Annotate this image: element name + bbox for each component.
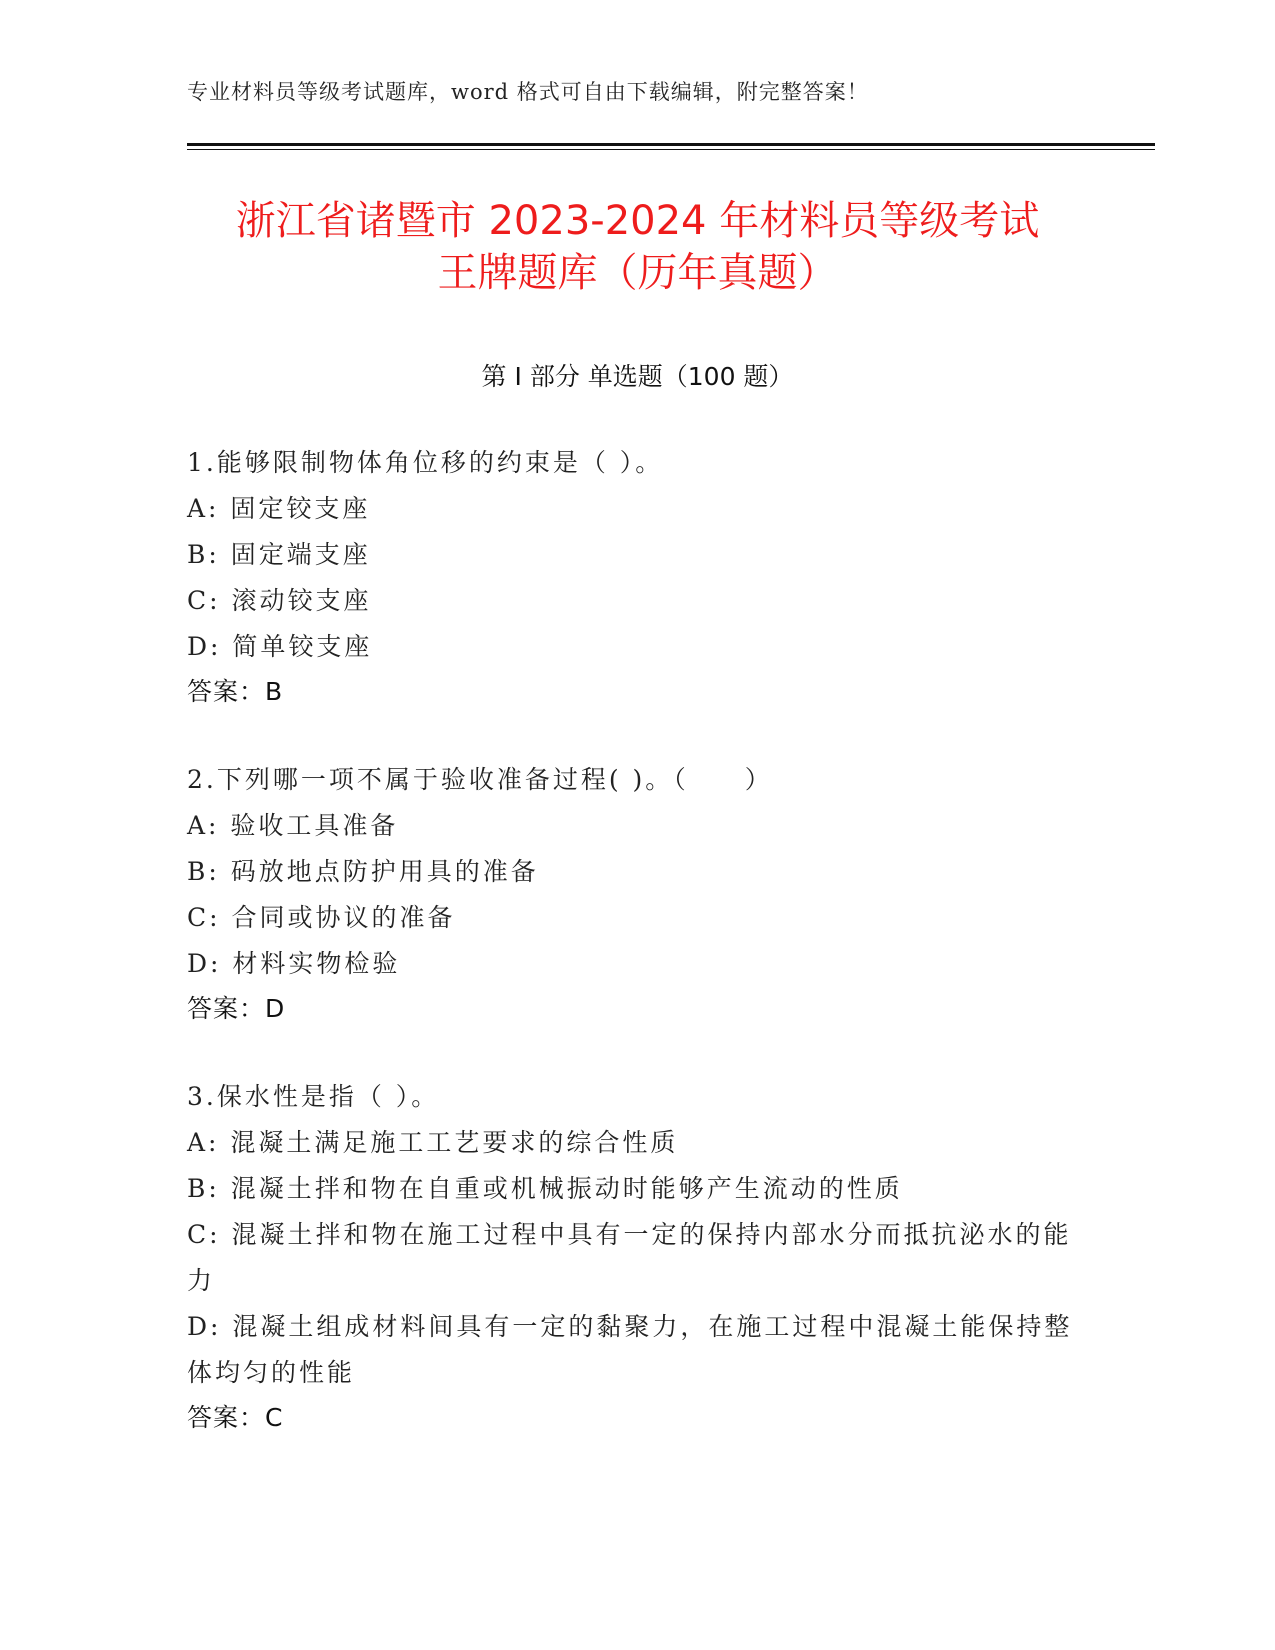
header-note: 专业材料员等级考试题库，word 格式可自由下载编辑，附完整答案！ (187, 80, 869, 104)
document-title (140, 195, 1135, 299)
option-d: D: 混凝土组成材料间具有一定的黏聚力，在施工过程中混凝土能保持整体均匀的性能 (187, 1312, 1073, 1387)
option-d: D: 材料实物检验 (187, 949, 401, 978)
option-d: D: 简单铰支座 (187, 632, 373, 661)
question-stem: 2.下列哪一项不属于验收准备过程( )。（ ） (187, 765, 773, 794)
option-b: B: 码放地点防护用具的准备 (187, 857, 539, 886)
question-1 (187, 440, 1087, 714)
option-b: B: 混凝土拌和物在自重或机械振动时能够产生流动的性质 (187, 1174, 903, 1203)
answer: 答案：C (187, 1403, 284, 1432)
option-a: A: 混凝土满足施工工艺要求的综合性质 (187, 1128, 679, 1157)
answer: 答案：D (187, 994, 286, 1023)
header-rule-thin (187, 149, 1155, 150)
option-c: C: 滚动铰支座 (187, 586, 372, 615)
section-title: 第 I 部分 单选题（100 题） (481, 362, 794, 391)
question-3 (187, 1074, 1087, 1440)
question-stem: 1.能够限制物体角位移的约束是（ ）。 (187, 448, 664, 477)
option-b: B: 固定端支座 (187, 540, 371, 569)
header-rule-thick (187, 143, 1155, 146)
question-2 (187, 757, 1087, 1031)
option-c: C: 混凝土拌和物在施工过程中具有一定的保持内部水分而抵抗泌水的能力 (187, 1220, 1072, 1295)
answer: 答案：B (187, 677, 284, 706)
option-a: A: 固定铰支座 (187, 494, 371, 523)
question-stem: 3.保水性是指（ ）。 (187, 1082, 440, 1111)
option-a: A: 验收工具准备 (187, 811, 399, 840)
option-c: C: 合同或协议的准备 (187, 903, 456, 932)
document-title-line2: 王牌题库（历年真题） (437, 250, 838, 296)
document-title-line1: 浙江省诸暨市 2023-2024 年材料员等级考试 (235, 198, 1040, 244)
